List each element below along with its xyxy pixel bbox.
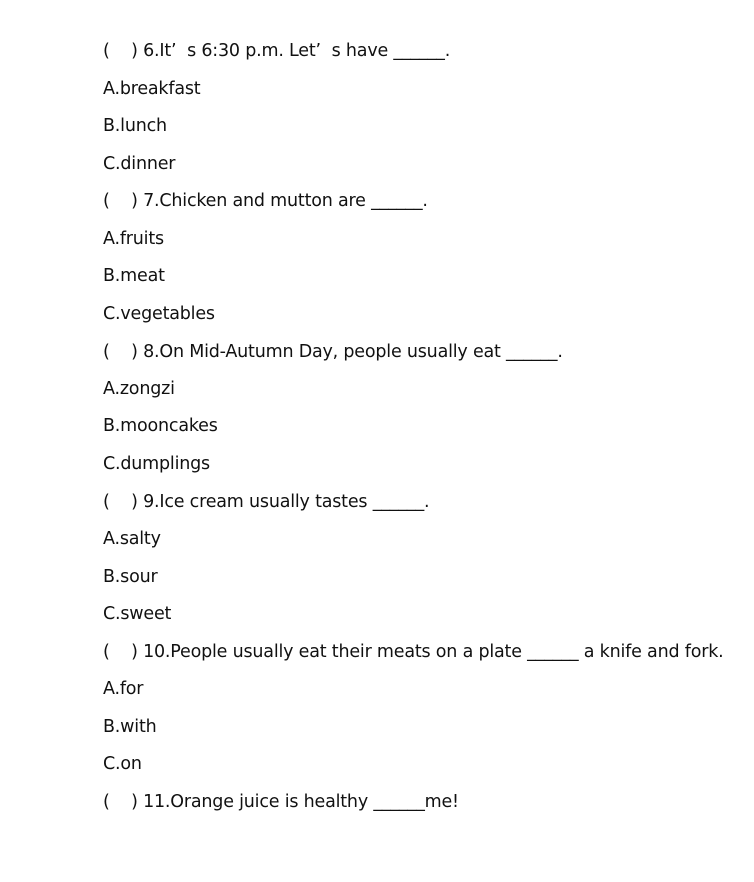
option-6b: B.lunch [103, 116, 167, 136]
option-7c: C.vegetables [103, 304, 215, 324]
question-9: ( ) 9.Ice cream usually tastes ______. [103, 492, 430, 512]
option-6c: C.dinner [103, 154, 176, 174]
option-7a: A.fruits [103, 229, 164, 249]
option-9b: B.sour [103, 567, 158, 587]
option-10c: C.on [103, 754, 142, 774]
option-8c: C.dumplings [103, 454, 210, 474]
option-9a: A.salty [103, 529, 161, 549]
option-8b: B.mooncakes [103, 416, 218, 436]
question-7: ( ) 7.Chicken and mutton are ______. [103, 191, 428, 211]
option-9c: C.sweet [103, 604, 172, 624]
question-11: ( ) 11.Orange juice is healthy ______me! [103, 792, 459, 812]
option-7b: B.meat [103, 266, 165, 286]
option-6a: A.breakfast [103, 79, 201, 99]
option-10b: B.with [103, 717, 157, 737]
option-8a: A.zongzi [103, 379, 175, 399]
option-10a: A.for [103, 679, 144, 699]
question-10: ( ) 10.People usually eat their meats on a plate ______ a knife and fork. [103, 642, 724, 662]
question-6: ( ) 6.It’ s 6:30 p.m. Let’ s have ______. [103, 41, 451, 61]
question-8: ( ) 8.On Mid-Autumn Day, people usually eat ______. [103, 342, 563, 362]
